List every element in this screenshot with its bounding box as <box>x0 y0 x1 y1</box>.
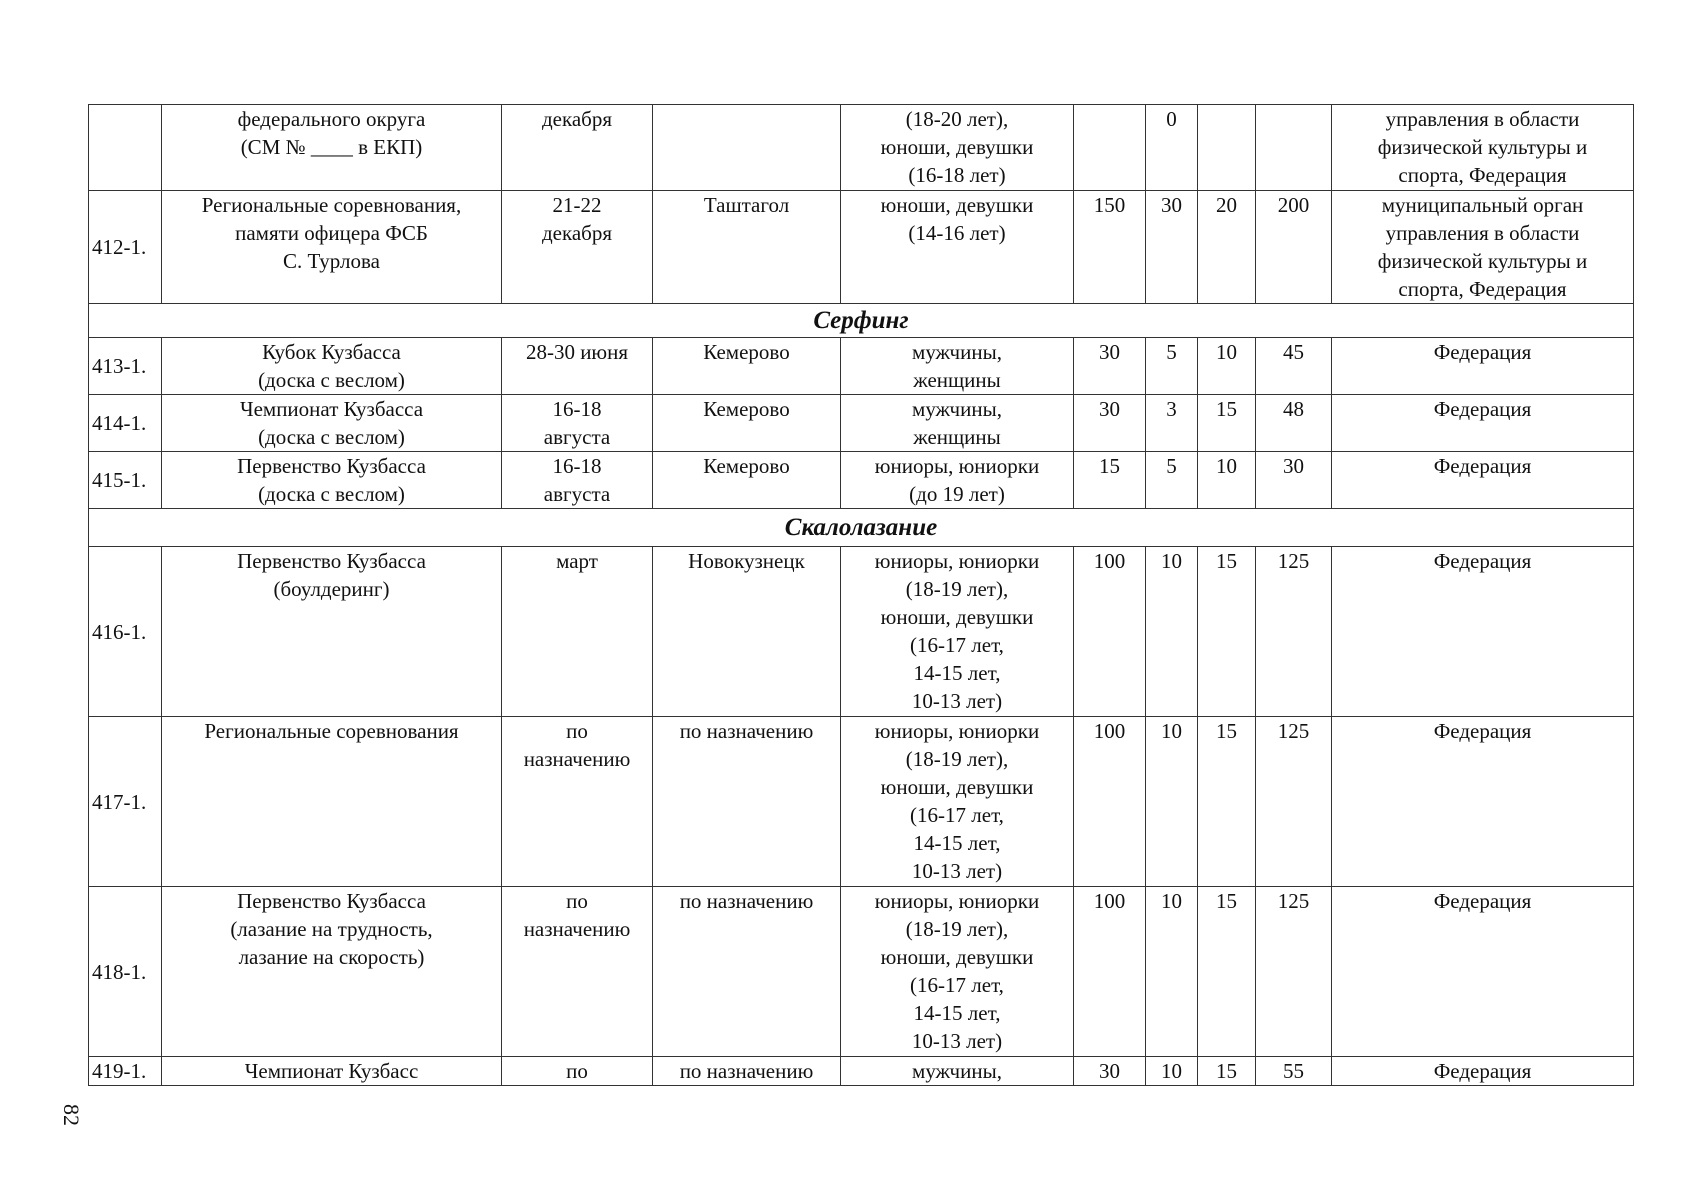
cell-n3 <box>1198 105 1256 191</box>
cell-n3: 15 <box>1198 395 1256 452</box>
cell-total: 55 <box>1256 1057 1332 1086</box>
cell-n1: 100 <box>1074 717 1146 887</box>
section-row <box>89 304 1634 338</box>
cell-participants: юниоры, юниорки (18-19 лет), юноши, девушки (16-17 лет, 14-15 лет, 10-13 лет) <box>841 547 1074 717</box>
cell-name: Региональные соревнования <box>162 717 502 887</box>
section-title: Серфинг <box>89 304 1634 338</box>
cell-total: 200 <box>1256 191 1332 304</box>
cell-place: по назначению <box>653 717 841 887</box>
cell-num: 413-1. <box>89 338 162 395</box>
cell-num: 415-1. <box>89 452 162 509</box>
cell-n3: 10 <box>1198 338 1256 395</box>
cell-org: Федерация <box>1332 452 1634 509</box>
cell-total: 125 <box>1256 887 1332 1057</box>
cell-total: 125 <box>1256 717 1332 887</box>
cell-place: Кемерово <box>653 338 841 395</box>
cell-place: по назначению <box>653 887 841 1057</box>
cell-total: 30 <box>1256 452 1332 509</box>
cell-participants: мужчины, женщины <box>841 395 1074 452</box>
cell-n1: 15 <box>1074 452 1146 509</box>
table-row <box>89 338 1634 395</box>
cell-n3: 15 <box>1198 887 1256 1057</box>
cell-place: Кемерово <box>653 452 841 509</box>
section-title: Скалолазание <box>89 509 1634 547</box>
cell-num: 412-1. <box>89 191 162 304</box>
cell-n1: 100 <box>1074 547 1146 717</box>
cell-name: Чемпионат Кузбасса (доска с веслом) <box>162 395 502 452</box>
cell-org: Федерация <box>1332 338 1634 395</box>
cell-num: 416-1. <box>89 547 162 717</box>
cell-n3: 10 <box>1198 452 1256 509</box>
cell-total <box>1256 105 1332 191</box>
cell-org: Федерация <box>1332 395 1634 452</box>
cell-n1: 30 <box>1074 395 1146 452</box>
cell-n2: 3 <box>1146 395 1198 452</box>
cell-n2: 5 <box>1146 338 1198 395</box>
cell-org: Федерация <box>1332 717 1634 887</box>
cell-total: 45 <box>1256 338 1332 395</box>
cell-date: по назначению <box>502 887 653 1057</box>
cell-n2: 10 <box>1146 717 1198 887</box>
cell-participants: юниоры, юниорки (до 19 лет) <box>841 452 1074 509</box>
cell-participants: юниоры, юниорки (18-19 лет), юноши, девушки (16-17 лет, 14-15 лет, 10-13 лет) <box>841 717 1074 887</box>
cell-place: Таштагол <box>653 191 841 304</box>
table-row <box>89 547 1634 717</box>
cell-num: 419-1. <box>89 1057 162 1086</box>
cell-n1: 30 <box>1074 1057 1146 1086</box>
cell-n2: 10 <box>1146 887 1198 1057</box>
cell-date: 21-22 декабря <box>502 191 653 304</box>
cell-date: по <box>502 1057 653 1086</box>
table-row <box>89 452 1634 509</box>
cell-org: Федерация <box>1332 1057 1634 1086</box>
cell-name: Первенство Кузбасса (доска с веслом) <box>162 452 502 509</box>
cell-place: Кемерово <box>653 395 841 452</box>
cell-participants: юниоры, юниорки (18-19 лет), юноши, девушки (16-17 лет, 14-15 лет, 10-13 лет) <box>841 887 1074 1057</box>
cell-n2: 0 <box>1146 105 1198 191</box>
cell-num <box>89 105 162 191</box>
cell-name: федерального округа (СМ № ____ в ЕКП) <box>162 105 502 191</box>
table-row <box>89 105 1634 191</box>
section-row <box>89 509 1634 547</box>
cell-org: муниципальный орган управления в области физической культуры и спорта, Федерация <box>1332 191 1634 304</box>
cell-date: 28-30 июня <box>502 338 653 395</box>
cell-participants: мужчины, <box>841 1057 1074 1086</box>
events-table <box>88 104 1634 1086</box>
cell-org: Федерация <box>1332 887 1634 1057</box>
cell-n3: 15 <box>1198 547 1256 717</box>
cell-total: 48 <box>1256 395 1332 452</box>
cell-n2: 10 <box>1146 547 1198 717</box>
cell-n3: 15 <box>1198 1057 1256 1086</box>
cell-place <box>653 105 841 191</box>
cell-n3: 20 <box>1198 191 1256 304</box>
cell-participants: (18-20 лет), юноши, девушки (16-18 лет) <box>841 105 1074 191</box>
cell-participants: юноши, девушки (14-16 лет) <box>841 191 1074 304</box>
cell-n2: 5 <box>1146 452 1198 509</box>
cell-name: Первенство Кузбасса (лазание на трудность, лазание на скорость) <box>162 887 502 1057</box>
cell-num: 414-1. <box>89 395 162 452</box>
cell-n2: 10 <box>1146 1057 1198 1086</box>
cell-name: Первенство Кузбасса (боулдеринг) <box>162 547 502 717</box>
cell-n2: 30 <box>1146 191 1198 304</box>
cell-n1 <box>1074 105 1146 191</box>
cell-n1: 150 <box>1074 191 1146 304</box>
cell-org: управления в области физической культуры и спорта, Федерация <box>1332 105 1634 191</box>
table-row <box>89 395 1634 452</box>
cell-num: 418-1. <box>89 887 162 1057</box>
cell-date: 16-18 августа <box>502 452 653 509</box>
cell-place: Новокузнецк <box>653 547 841 717</box>
table-row <box>89 1057 1634 1086</box>
cell-place: по назначению <box>653 1057 841 1086</box>
table-row <box>89 887 1634 1057</box>
cell-date: по назначению <box>502 717 653 887</box>
page-number: 82 <box>59 1104 84 1126</box>
table-row <box>89 191 1634 304</box>
cell-name: Кубок Кузбасса (доска с веслом) <box>162 338 502 395</box>
cell-participants: мужчины, женщины <box>841 338 1074 395</box>
cell-n1: 100 <box>1074 887 1146 1057</box>
cell-n1: 30 <box>1074 338 1146 395</box>
cell-name: Чемпионат Кузбасс <box>162 1057 502 1086</box>
cell-n3: 15 <box>1198 717 1256 887</box>
table-row <box>89 717 1634 887</box>
cell-date: 16-18 августа <box>502 395 653 452</box>
cell-date: март <box>502 547 653 717</box>
cell-date: декабря <box>502 105 653 191</box>
cell-name: Региональные соревнования, памяти офицера ФСБ С. Турлова <box>162 191 502 304</box>
cell-total: 125 <box>1256 547 1332 717</box>
cell-num: 417-1. <box>89 717 162 887</box>
cell-org: Федерация <box>1332 547 1634 717</box>
